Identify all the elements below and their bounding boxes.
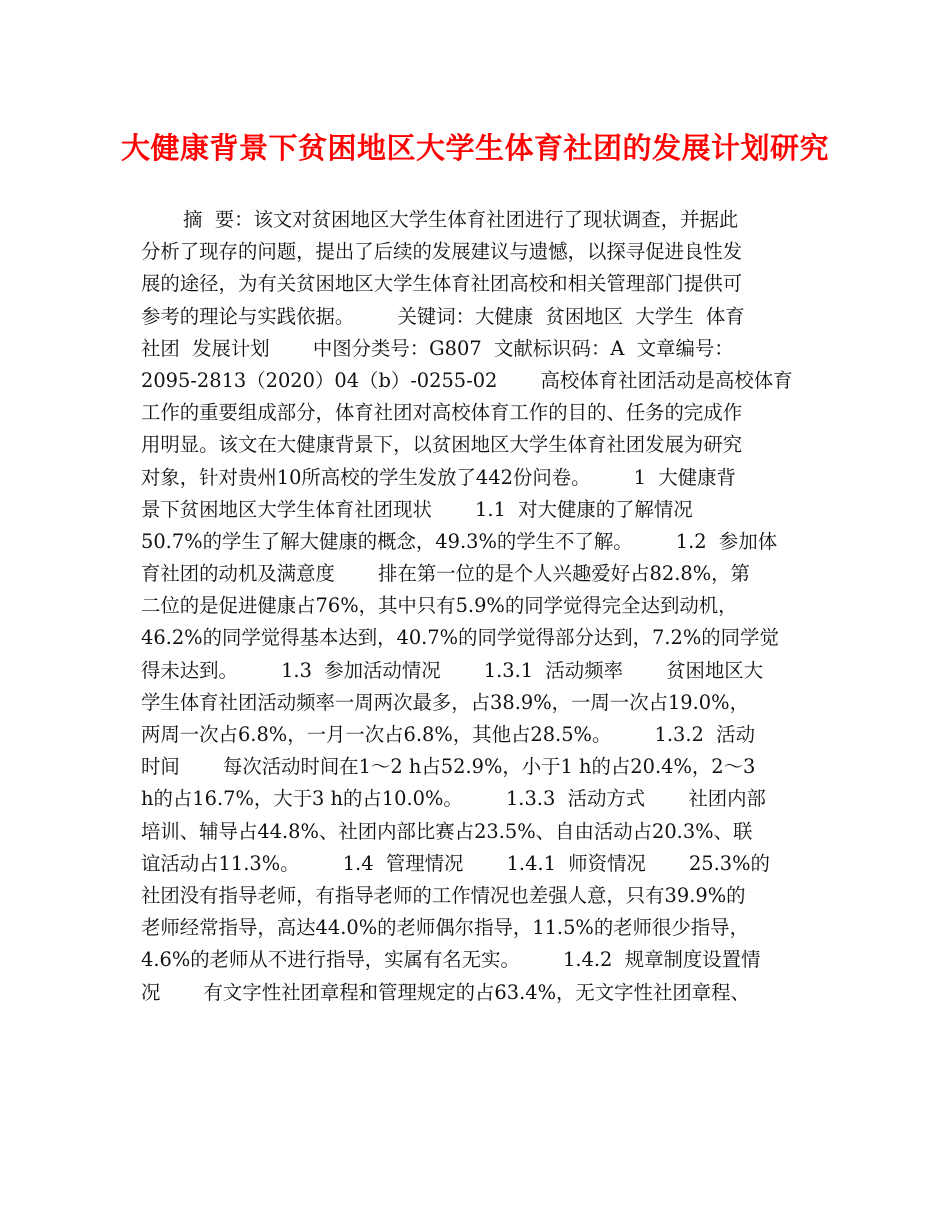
body-line: 两周一次占6.8%，一月一次占6.8%，其他占28.5%。 1.3.2 活动	[141, 723, 755, 746]
body-line: 社团 发展计划 中图分类号：G807 文献标识码：A 文章编号：	[141, 336, 734, 360]
body-line: 46.2%的同学觉得基本达到，40.7%的同学觉得部分达到，7.2%的同学觉	[141, 626, 779, 650]
body-line: 景下贫困地区大学生体育社团现状 1.1 对大健康的了解情况	[141, 497, 693, 521]
body-line: 参考的理论与实践依据。 关键词：大健康 贫困地区 大学生 体育	[141, 304, 745, 328]
body-line: h的占16.7%，大于3 h的占10.0%。 1.3.3 活动方式 社团内部	[141, 787, 766, 811]
body-line: 二位的是促进健康占76%，其中只有5.9%的同学觉得完全达到动机，	[141, 594, 738, 618]
body-line: 工作的重要组成部分，体育社团对高校体育工作的目的、任务的完成作	[141, 401, 743, 425]
body-line: 2095-2813（2020）04（b）-0255-02 高校体育社团活动是高校体育	[141, 368, 793, 392]
document-title: 大健康背景下贫困地区大学生体育社团的发展计划研究	[120, 131, 829, 165]
body-line: 50.7%的学生了解大健康的概念，49.3%的学生不了解。 1.2 参加体	[141, 529, 778, 553]
document-body	[141, 204, 813, 1009]
body-line: 老师经常指导，高达44.0%的老师偶尔指导，11.5%的老师很少指导，	[141, 916, 749, 940]
body-line: 育社团的动机及满意度 排在第一位的是个人兴趣爱好占82.8%，第	[141, 562, 750, 586]
body-line: 分析了现存的问题，提出了后续的发展建议与遗憾，以探寻促进良性发	[141, 240, 743, 264]
body-line: 况 有文字性社团章程和管理规定的占63.4%，无文字性社团章程、	[141, 980, 750, 1004]
body-line: 谊活动占11.3%。 1.4 管理情况 1.4.1 师资情况 25.3%的	[141, 851, 770, 875]
body-line: 4.6%的老师从不进行指导，实属有名无实。 1.4.2 规章制度设置情	[141, 948, 761, 972]
body-line: 时间 每次活动时间在1～2 h占52.9%，小于1 h的占20.4%，2～3	[141, 755, 756, 779]
body-line: 摘 要：该文对贫困地区大学生体育社团进行了现状调查，并据此	[183, 208, 739, 231]
body-line: 对象，针对贵州10所高校的学生发放了442份问卷。 1 大健康背	[141, 465, 736, 489]
body-line: 展的途径，为有关贫困地区大学生体育社团高校和相关管理部门提供可	[141, 272, 743, 296]
body-line: 得未达到。 1.3 参加活动情况 1.3.1 活动频率 贫困地区大	[141, 658, 764, 682]
body-line: 培训、辅导占44.8%、社团内部比赛占23.5%、自由活动占20.3%、联	[141, 819, 753, 843]
body-line: 学生体育社团活动频率一周两次最多，占38.9%，一周一次占19.0%，	[141, 690, 749, 714]
body-line: 用明显。该文在大健康背景下，以贫困地区大学生体育社团发展为研究	[141, 433, 743, 457]
body-line: 社团没有指导老师，有指导老师的工作情况也差强人意，只有39.9%的	[141, 883, 746, 907]
